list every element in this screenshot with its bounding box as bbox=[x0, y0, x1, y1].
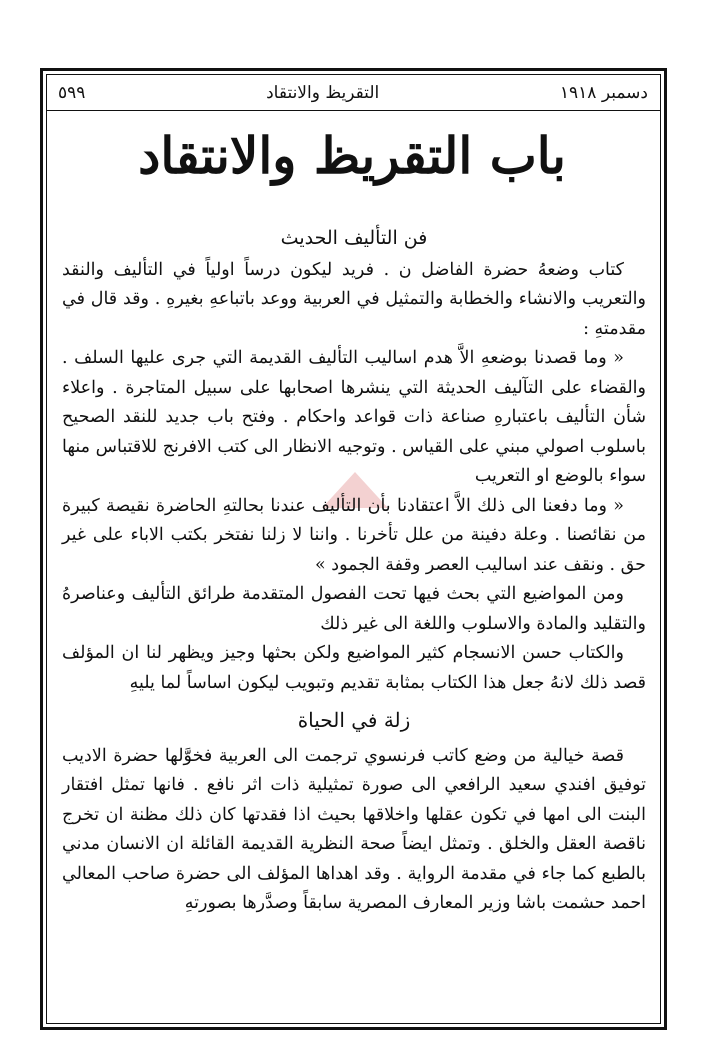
header-rule bbox=[46, 110, 661, 111]
article1-quote-paragraph-2: « وما دفعنا الى ذلك الاَّ اعتقادنا بأن التأليف عندنا بحالتهِ الحاضرة نقيصة كبيرة من نقائصنا . وعلة دفينة من علل تأخرنا . واننا لا زلنا نفتخر بكتب الاباء على غير حق . ونقف عند اساليب العصر وقفة الجمود » bbox=[62, 495, 646, 575]
header-page-number: ٥٩٩ bbox=[58, 83, 86, 103]
header-running-title: التقريظ والانتقاد bbox=[266, 83, 380, 103]
article-heading-1: فن التأليف الحديث bbox=[280, 227, 428, 249]
header-date: دسمبر ١٩١٨ bbox=[559, 83, 648, 103]
running-header bbox=[58, 78, 648, 108]
page-body bbox=[62, 222, 646, 919]
article1-quote-paragraph-1: « وما قصدنا بوضعهِ الاَّ هدم اساليب التأليف القديمة التي جرى عليها السلف . والقضاء على التآليف الحديثة التي ينشرها اصحابها على سبيل المتاجرة . واعلاء شأن التأليف باعتبارهِ صناعة ذات قواعد واحكام . وفتح باب جديد للنقد الصحيح باسلوب اصولي مبني على القياس . وتوجيه الانظار الى كتب الافرنج للاقتباس منها سواء بالوضع او التعريب bbox=[62, 348, 646, 486]
article1-paragraph-1: كتاب وضعهُ حضرة الفاضل ن . فريد ليكون درساً اولياً في التأليف والنقد والتعريب والانشاء والخطابة والتمثيل في العربية ووعد باتباعهِ بغيرهِ . وقد قال في مقدمتهِ : bbox=[62, 259, 646, 339]
article1-paragraph-4: ومن المواضيع التي بحث فيها تحت الفصول المتقدمة طرائق التأليف وعناصرهُ والتقليد والمادة والاسلوب واللغة الى غير ذلك bbox=[62, 584, 646, 634]
article-heading-2: زلة في الحياة bbox=[297, 708, 411, 732]
article1-paragraph-5: والكتاب حسن الانسجام كثير المواضيع ولكن بحثها وجيز ويظهر لنا ان المؤلف قصد ذلك لانهُ جعل هذا الكتاب بمثابة تقديم وتبويب ليكون اساساً لما يليهِ bbox=[62, 643, 646, 693]
section-title: باب التقريظ والانتقاد bbox=[138, 126, 566, 185]
article2-paragraph-1: قصة خيالية من وضع كاتب فرنسوي ترجمت الى العربية فخوَّلها حضرة الاديب توفيق افندي سعيد الرافعي الى صورة تمثيلية ذات اثر نافع . فانها تمثل افتقار البنت الى امها في تكون عقلها واخلاقها بحيث اذا فقدتها كان ذلك مظنة ان تخرج ناقصة العقل والخلق . وتمثل ايضاً صحة النظرية القديمة القائلة ان الانسان مدني بالطبع كما جاء في مقدمة الرواية . وقد اهداها المؤلف الى حضرة صاحب المعالي احمد حشمت باشا وزير المعارف المصرية سابقاً وصدَّرها بصورتهِ bbox=[62, 745, 646, 913]
